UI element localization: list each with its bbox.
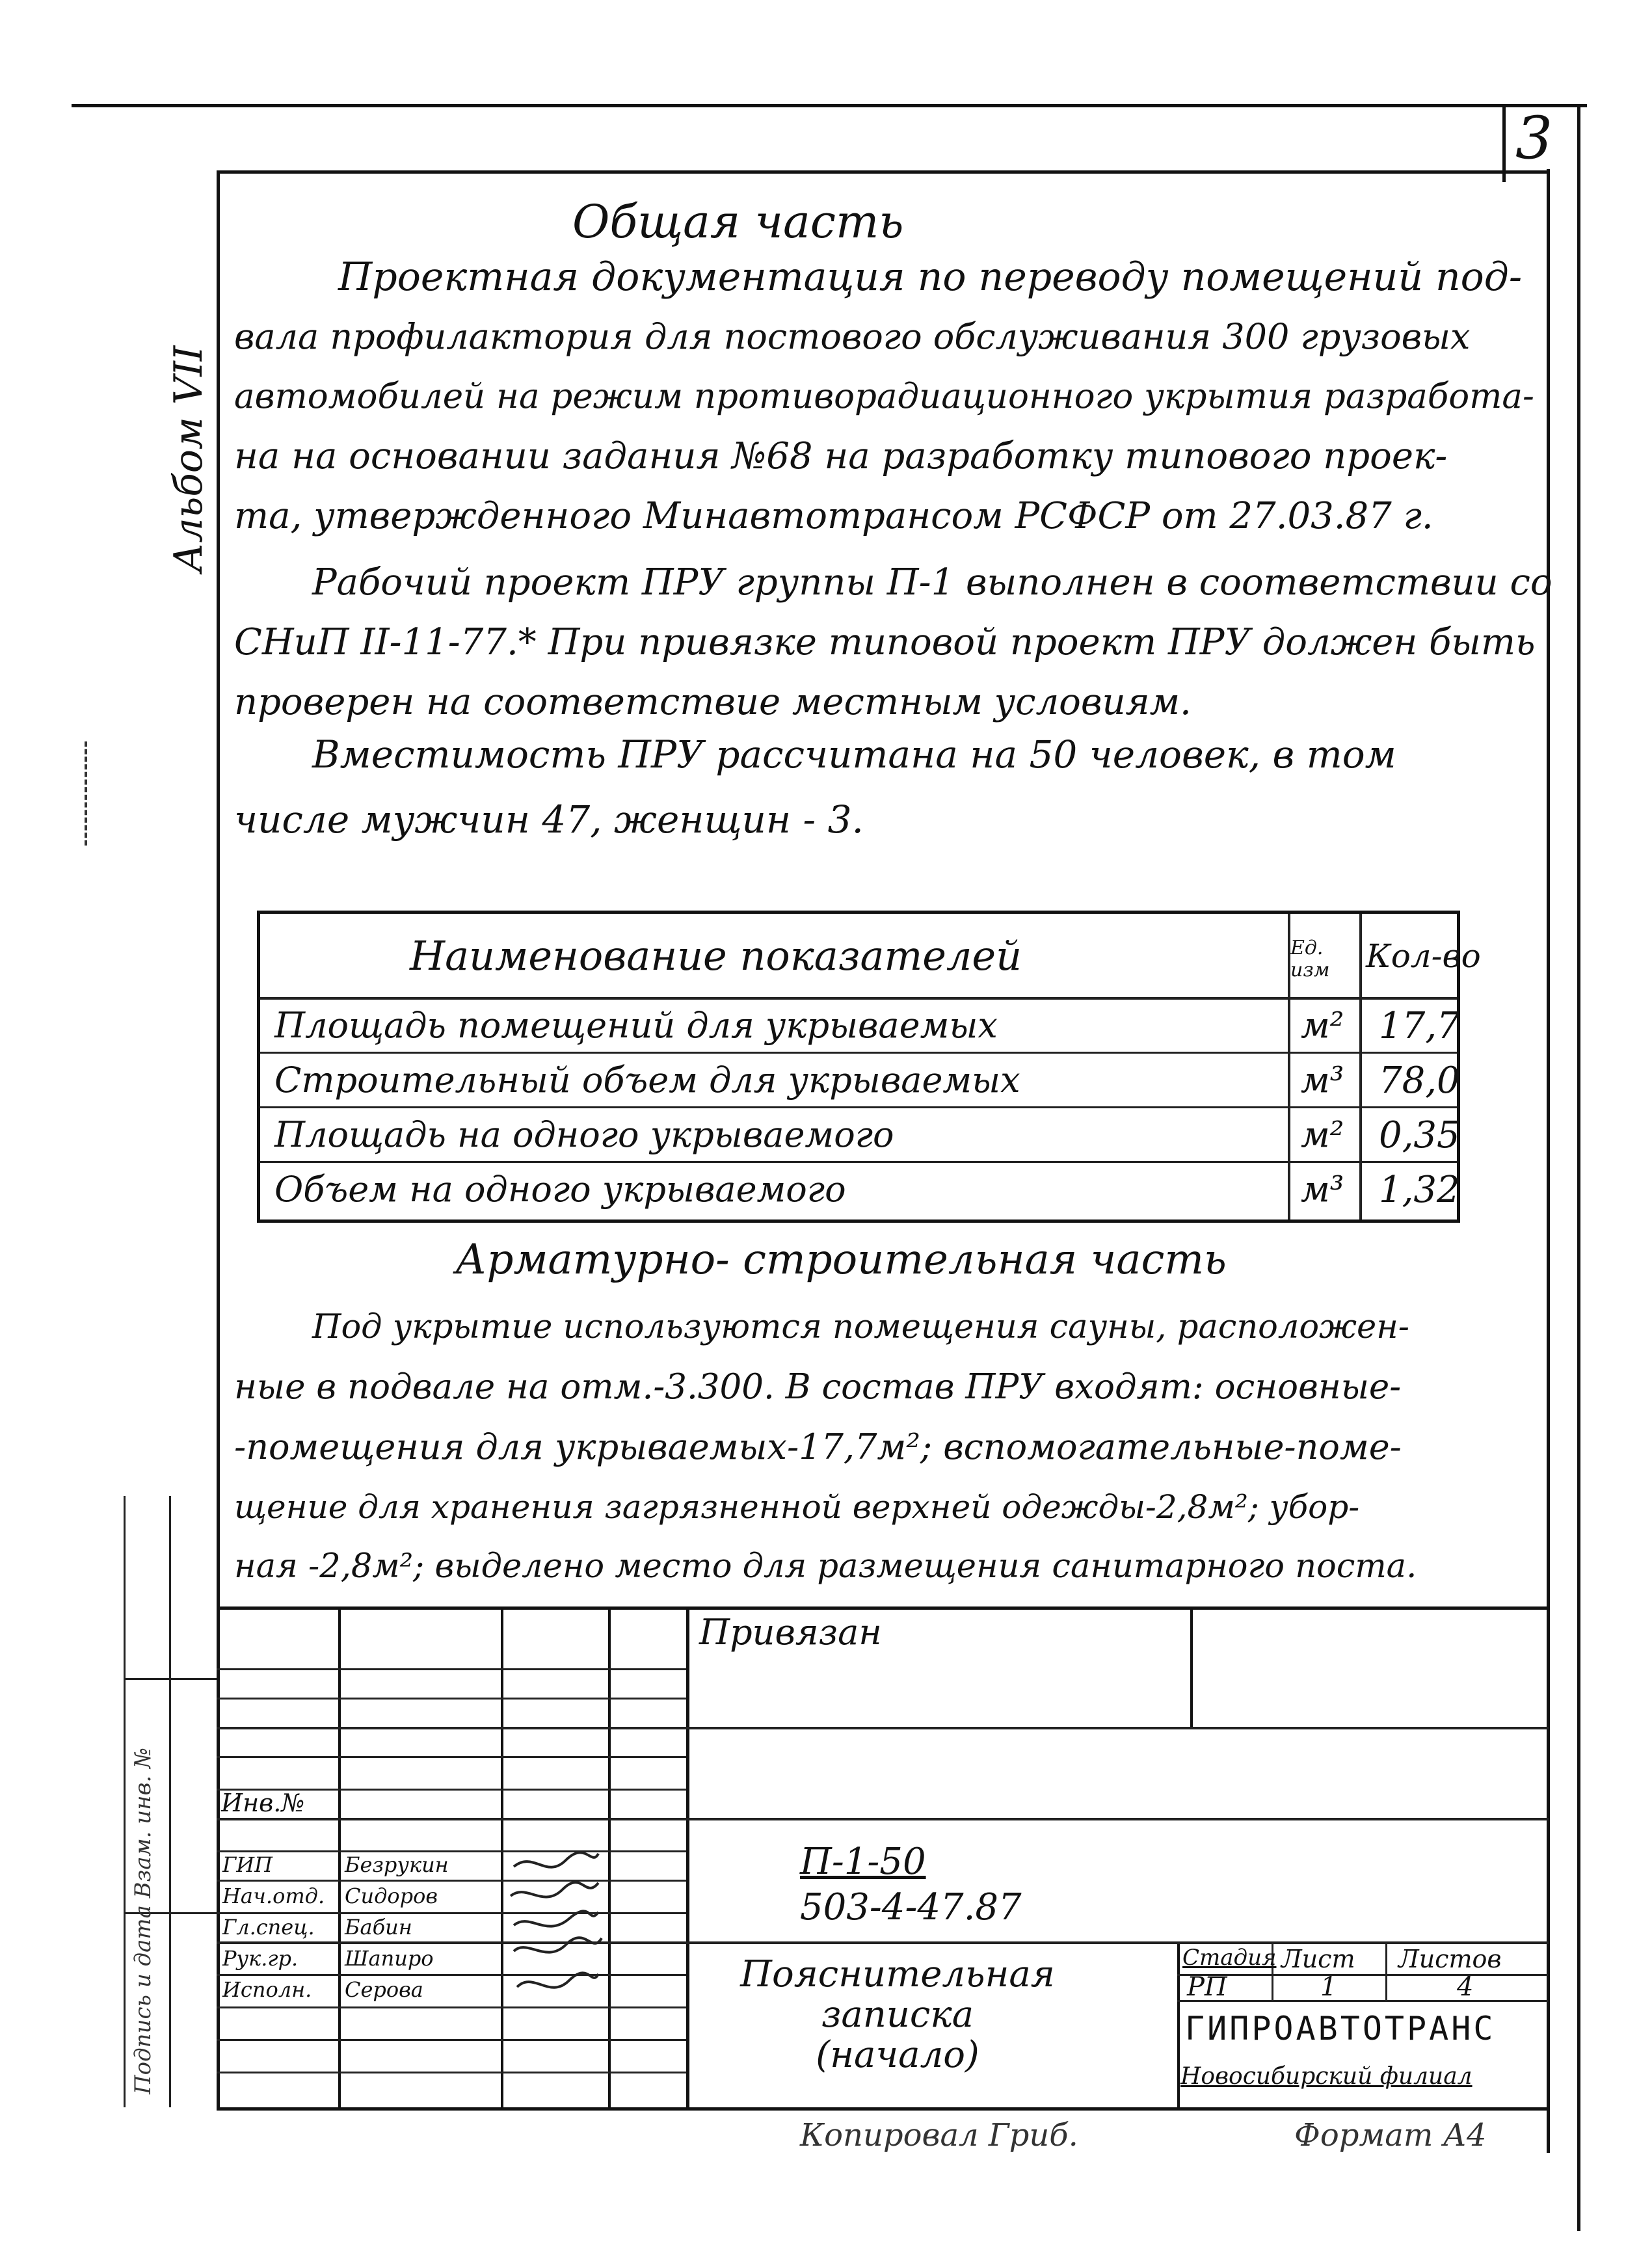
doc-title <box>715 1954 1080 2075</box>
doc-title-line: (начало) <box>816 2034 979 2076</box>
org-name: ГИПРОАВТОТРАНС <box>1185 2010 1496 2047</box>
tb-hline <box>217 2006 686 2008</box>
section-general-paragraph-1 <box>234 247 1541 546</box>
tb-vline <box>1177 1941 1180 2107</box>
tb-vline <box>501 1606 503 2107</box>
table-col-sep <box>1359 914 1362 1220</box>
para1-line: Проектная документация по переводу помещений под- <box>338 254 1523 300</box>
table-row-unit: м² <box>1301 1005 1344 1046</box>
section-arch-text <box>234 1298 1541 1597</box>
copied-by: Копировал Гриб. <box>800 2117 1078 2153</box>
table-header-name: Наименование показателей <box>410 932 1022 980</box>
tb-hline <box>217 2039 686 2041</box>
table-row-sep <box>260 997 1457 1000</box>
attached-label: Привязан <box>699 1612 882 1653</box>
table-row-sep <box>260 1161 1457 1163</box>
table-row-unit: м³ <box>1301 1169 1344 1210</box>
tb-stage-hline <box>1177 2000 1548 2002</box>
tb-hline <box>217 1880 686 1882</box>
indicators-table <box>257 911 1481 1223</box>
table-header-unit: Ед. изм <box>1290 937 1330 981</box>
tb-hline <box>217 1912 686 1914</box>
tb-vline <box>686 1606 689 2107</box>
section-general-paragraph-2 <box>234 553 1552 732</box>
para2-line: Рабочий проект ПРУ группы П-1 выполнен в соответствии со <box>312 561 1552 604</box>
role-label: Исполн. <box>222 1977 312 2002</box>
tb-hline <box>217 1818 1549 1820</box>
sheet-label: Лист <box>1281 1945 1355 1973</box>
sheets-value: 4 <box>1457 1972 1474 2002</box>
sheet-value: 1 <box>1320 1972 1337 2002</box>
name-label: Серова <box>345 1977 423 2002</box>
doc-title-line: Пояснительная <box>740 1953 1055 1995</box>
tb-hline <box>217 1941 1549 1944</box>
project-code-1: П-1-50 <box>800 1841 926 1883</box>
section-general-paragraph-3 <box>234 722 1541 852</box>
tb-stage-vline <box>1385 1941 1387 2000</box>
role-label: Рук.гр. <box>222 1946 299 1971</box>
frame-right-outer <box>1577 104 1580 2231</box>
table-row-name: Объем на одного укрываемого <box>274 1169 846 1210</box>
table-row-sep <box>260 1052 1457 1054</box>
stage-label: Стадия <box>1182 1945 1277 1971</box>
inv-label: Инв.№ <box>221 1789 305 1817</box>
side-stamp-text: Подпись и дата Взам. инв. № <box>130 1747 156 2094</box>
tb-hline <box>217 1727 1549 1729</box>
format-label: Формат А4 <box>1294 2117 1487 2153</box>
para1-line: на на основании задания №68 на разработку типового проек- <box>234 435 1448 477</box>
arch-line: щение для хранения загрязненной верхней одежды-2,8м²; убор- <box>234 1488 1360 1526</box>
frame-top <box>218 170 1550 174</box>
tb-hline <box>217 1756 686 1758</box>
project-code-2: 503-4-47.87 <box>800 1886 1022 1928</box>
title-block-bottom <box>217 2107 1549 2111</box>
tb-hline <box>217 1698 686 1700</box>
arch-line: ные в подвале на отм.-3.300. В состав ПРУ входят: основные- <box>234 1367 1402 1407</box>
arch-line: ная -2,8м²; выделено место для размещения санитарного поста. <box>234 1547 1417 1586</box>
tb-vline <box>1190 1606 1193 1727</box>
signatures-drawing <box>507 1847 605 2016</box>
section-arch-title: Арматурно- строительная часть <box>455 1236 1227 1284</box>
tb-stage-hline <box>1177 1974 1548 1976</box>
role-label: Гл.спец. <box>222 1915 315 1939</box>
page-number: 3 <box>1515 104 1553 172</box>
section-general-title: Общая часть <box>572 195 904 248</box>
album-label: Альбом VII <box>166 345 211 572</box>
table-row-sep <box>260 1106 1457 1108</box>
name-label: Бабин <box>345 1915 412 1939</box>
table-row-unit: м³ <box>1301 1060 1344 1100</box>
table-row-name: Площадь на одного укрываемого <box>274 1114 894 1155</box>
para1-line: вала профилактория для постового обслуживания 300 грузовых <box>234 316 1471 357</box>
table-row-qty: 1,32 <box>1379 1169 1460 1211</box>
arch-line: -помещения для укрываемых-17,7м²; вспомогательные-поме- <box>234 1426 1402 1467</box>
table-header-qty: Кол-во <box>1366 937 1481 975</box>
frame-right <box>1547 169 1550 2153</box>
tb-hline <box>217 1668 686 1670</box>
para2-line: СНиП II-11-77.* При привязке типовой проект ПРУ должен быть <box>234 621 1536 663</box>
table-row-name: Площадь помещений для укрываемых <box>274 1005 998 1046</box>
tb-hline <box>217 1850 686 1852</box>
arch-line: Под укрытие используются помещения сауны, расположен- <box>312 1308 1410 1346</box>
table-row-qty: 17,7 <box>1379 1005 1460 1047</box>
sheets-label: Листов <box>1398 1945 1502 1973</box>
para3-line: Вместимость ПРУ рассчитана на 50 человек, в том <box>312 732 1396 777</box>
title-block-top <box>217 1606 1549 1610</box>
stage-value: РП <box>1187 1972 1227 2002</box>
role-label: ГИП <box>222 1852 273 1877</box>
name-label: Безрукин <box>345 1852 449 1877</box>
org-branch: Новосибирский филиал <box>1180 2063 1472 2090</box>
side-stamp-sep <box>124 1678 217 1680</box>
para1-line: автомобилей на режим противорадиационного укрытия разработа- <box>234 377 1534 416</box>
table-row-qty: 78,0 <box>1379 1060 1460 1102</box>
side-stamp-box <box>169 1496 171 2107</box>
table-row-unit: м² <box>1301 1114 1344 1155</box>
side-stamp-box <box>124 1496 126 2107</box>
tb-hline <box>217 1974 686 1976</box>
name-label: Шапиро <box>345 1946 434 1971</box>
doc-title-line: записка <box>821 1993 974 2036</box>
left-dash-mark <box>85 741 87 846</box>
top-rule <box>72 104 1587 107</box>
role-label: Нач.отд. <box>222 1884 325 1908</box>
tb-hline <box>217 2072 686 2073</box>
para2-line: проверен на соответствие местным условиям. <box>234 681 1192 723</box>
para1-line: та, утвержденного Минавтотрансом РСФСР от 27.03.87 г. <box>234 495 1433 537</box>
tb-vline <box>608 1606 611 2107</box>
name-label: Сидоров <box>345 1884 438 1908</box>
table-row-name: Строительный объем для укрываемых <box>274 1060 1020 1100</box>
para3-line: числе мужчин 47, женщин - 3. <box>234 797 864 842</box>
tb-vline <box>338 1606 341 2107</box>
table-row-qty: 0,35 <box>1379 1114 1460 1156</box>
